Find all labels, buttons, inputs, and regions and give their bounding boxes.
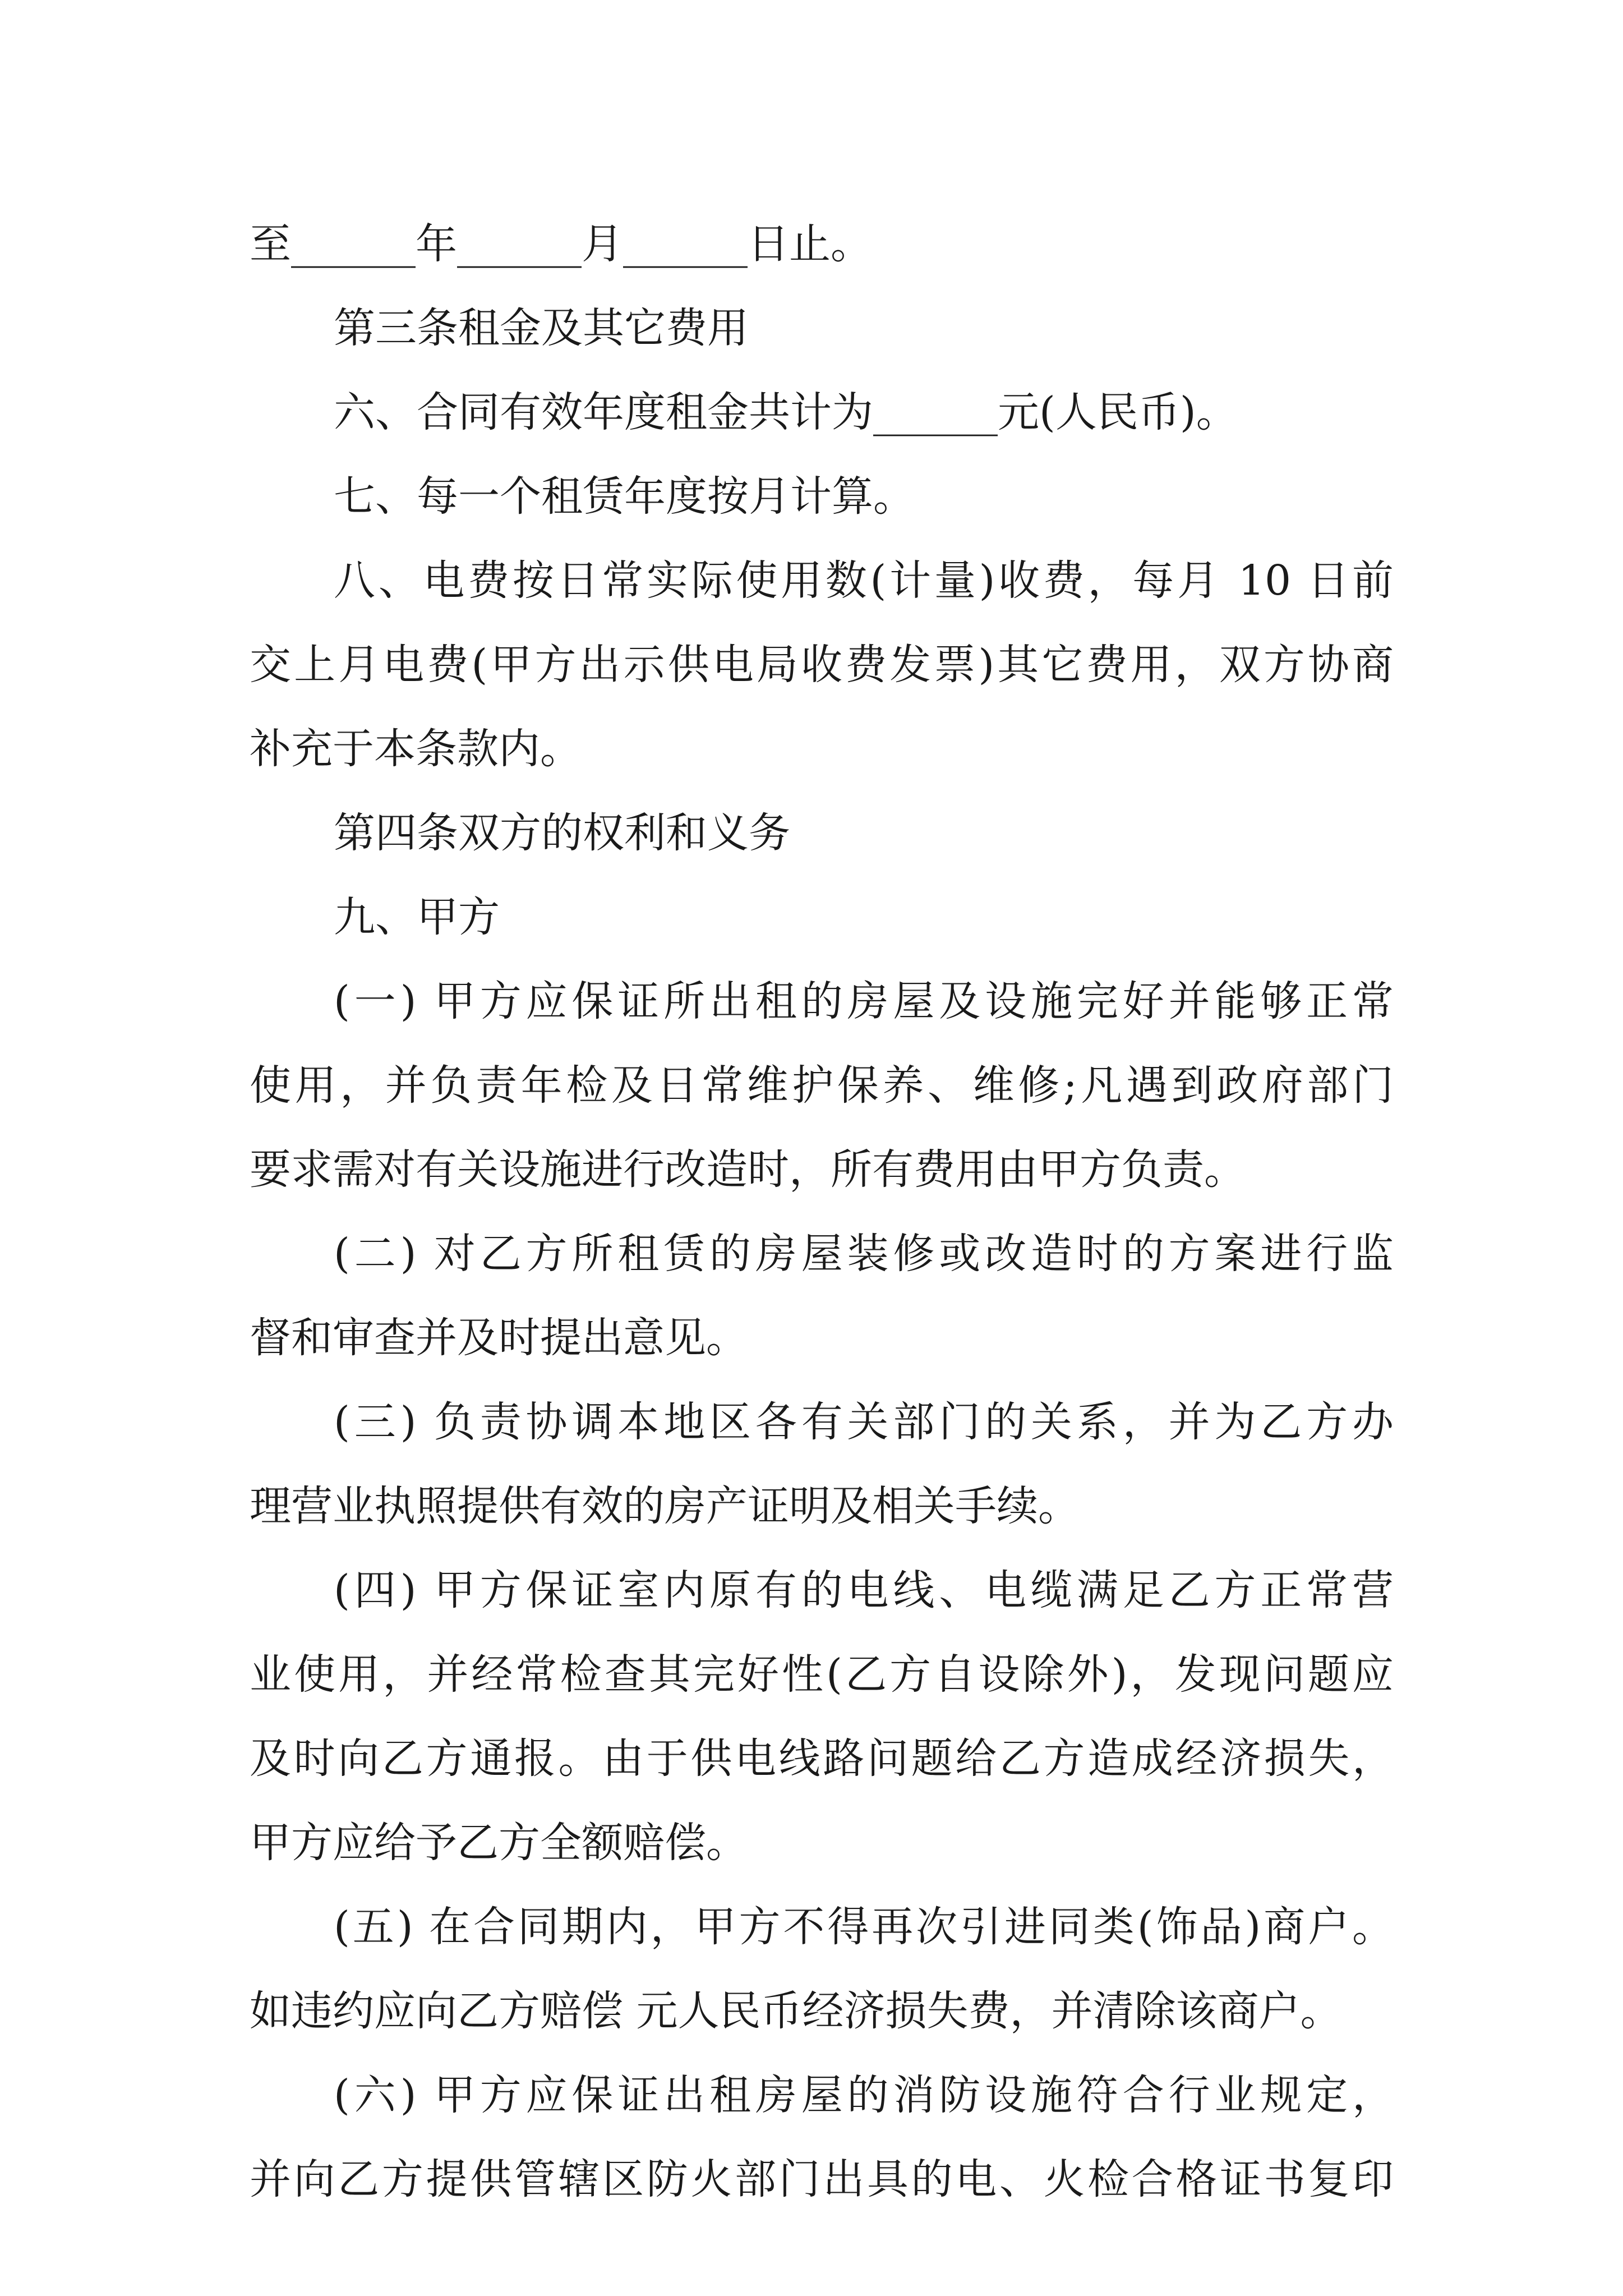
text-line: 并向乙方提供管辖区防火部门出具的电、火检合格证书复印 (250, 2155, 1394, 2203)
text-line: 使用，并负责年检及日常维护保养、维修;凡遇到政府部门 (250, 1061, 1394, 1110)
text-line: 督和审查并及时提出意见。 (250, 1314, 748, 1362)
text-line: (一) 甲方应保证所出租的房屋及设施完好并能够正常 (334, 977, 1394, 1025)
text-line: 补充于本条款内。 (250, 725, 582, 773)
text-line: 六、合同有效年度租金共计为______元(人民币)。 (334, 388, 1238, 436)
text-line: (四) 甲方保证室内原有的电线、电缆满足乙方正常营 (334, 1566, 1394, 1614)
section-heading: 第三条租金及其它费用 (334, 304, 749, 352)
section-heading: 第四条双方的权利和义务 (334, 809, 790, 857)
text-line: (三) 负责协调本地区各有关部门的关系，并为乙方办 (334, 1398, 1394, 1446)
text-line: 七、每一个租赁年度按月计算。 (334, 472, 915, 521)
text-line: 要求需对有关设施进行改造时，所有费用由甲方负责。 (250, 1145, 1246, 1194)
text-line: 九、甲方 (334, 893, 500, 941)
text-line: 及时向乙方通报。由于供电线路问题给乙方造成经济损失， (250, 1734, 1394, 1783)
text-line: 交上月电费(甲方出示供电局收费发票)其它费用，双方协商 (250, 641, 1394, 689)
text-line: 如违约应向乙方赔偿 元人民币经济损失费，并清除该商户。 (250, 1987, 1342, 2035)
text-line: (二) 对乙方所租赁的房屋装修或改造时的方案进行监 (334, 1230, 1394, 1278)
text-line: 八、电费按日常实际使用数(计量)收费，每月 10 日前 (334, 556, 1394, 605)
text-line: 甲方应给予乙方全额赔偿。 (250, 1819, 748, 1867)
text-line: 业使用，并经常检查其完好性(乙方自设除外)，发现问题应 (250, 1650, 1394, 1699)
text-line: 至______年______月______日止。 (250, 220, 872, 268)
text-line: (六) 甲方应保证出租房屋的消防设施符合行业规定， (334, 2071, 1394, 2119)
document-body (250, 202, 1394, 2221)
text-line: (五) 在合同期内，甲方不得再次引进同类(饰品)商户。 (334, 1903, 1394, 1951)
text-line: 理营业执照提供有效的房产证明及相关手续。 (250, 1482, 1080, 1530)
